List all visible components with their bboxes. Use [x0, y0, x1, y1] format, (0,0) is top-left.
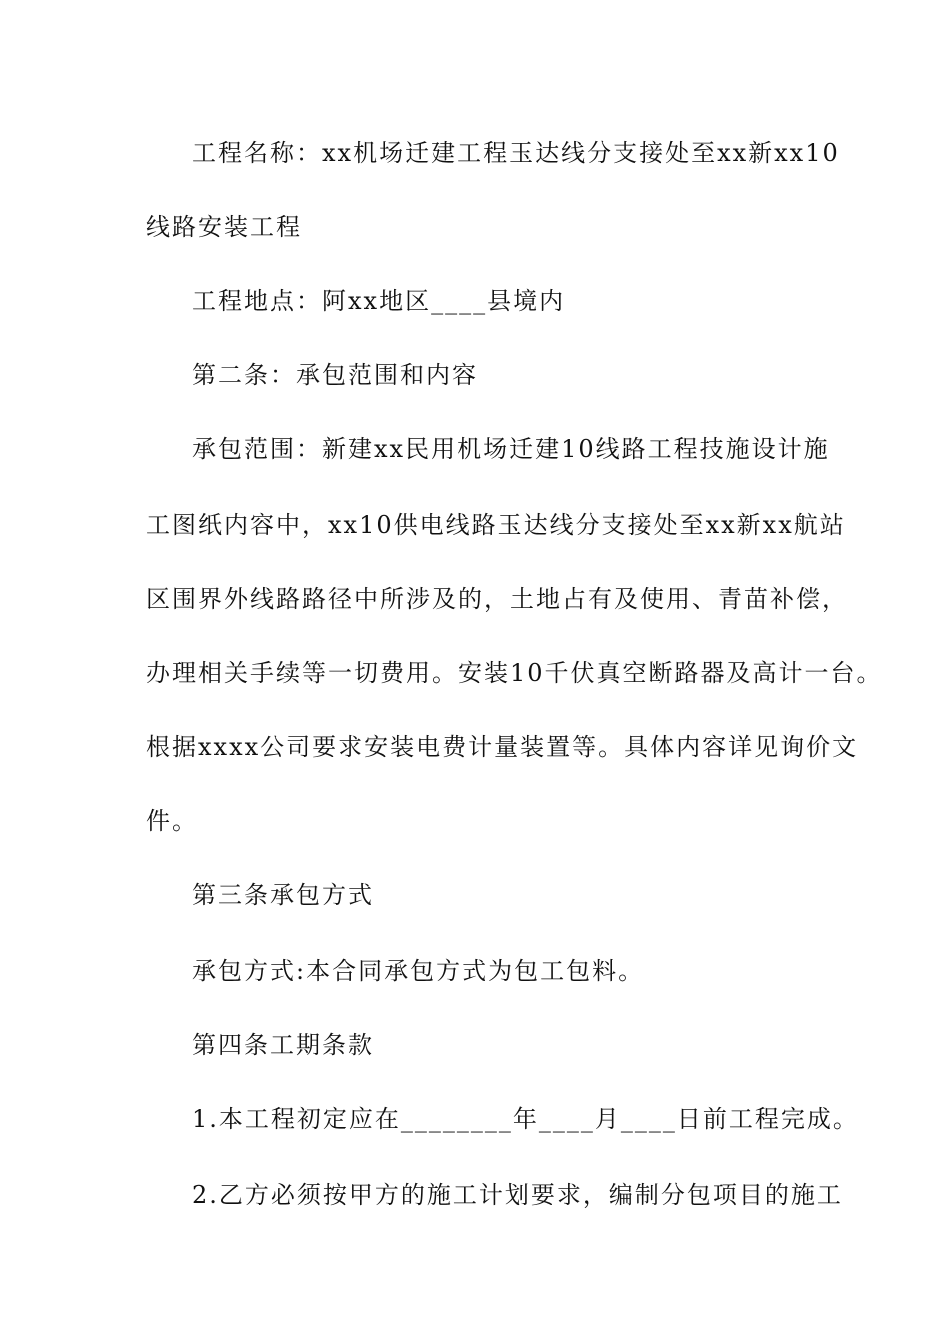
paragraph-scope-line-2: 工图纸内容中，xx10供电线路玉达线分支接处至xx新xx航站 [146, 511, 846, 539]
article-2-heading: 第二条：承包范围和内容 [192, 361, 478, 389]
clause-2: 2.乙方必须按甲方的施工计划要求，编制分包项目的施工 [192, 1181, 843, 1209]
paragraph-scope-line-4: 办理相关手续等一切费用。安装10千伏真空断路器及高计一台。 [146, 659, 883, 687]
clause-1: 1.本工程初定应在________年____月____日前工程完成。 [192, 1105, 859, 1133]
paragraph-project-location: 工程地点：阿xx地区____县境内 [192, 287, 566, 315]
article-4-heading: 第四条工期条款 [192, 1031, 374, 1059]
paragraph-scope-line-3: 区围界外线路路径中所涉及的，土地占有及使用、青苗补偿， [146, 585, 848, 613]
paragraph-scope-line-5: 根据xxxx公司要求安装电费计量装置等。具体内容详见询价文 [146, 733, 859, 761]
paragraph-project-name: 工程名称：xx机场迁建工程玉达线分支接处至xx新xx10 [192, 139, 840, 167]
paragraph-contract-method: 承包方式:本合同承包方式为包工包料。 [192, 957, 645, 985]
paragraph-scope-line-1: 承包范围：新建xx民用机场迁建10线路工程技施设计施 [192, 435, 830, 463]
paragraph-scope-line-6: 件。 [146, 807, 198, 835]
article-3-heading: 第三条承包方式 [192, 881, 374, 909]
paragraph-project-name-cont: 线路安装工程 [146, 213, 302, 241]
